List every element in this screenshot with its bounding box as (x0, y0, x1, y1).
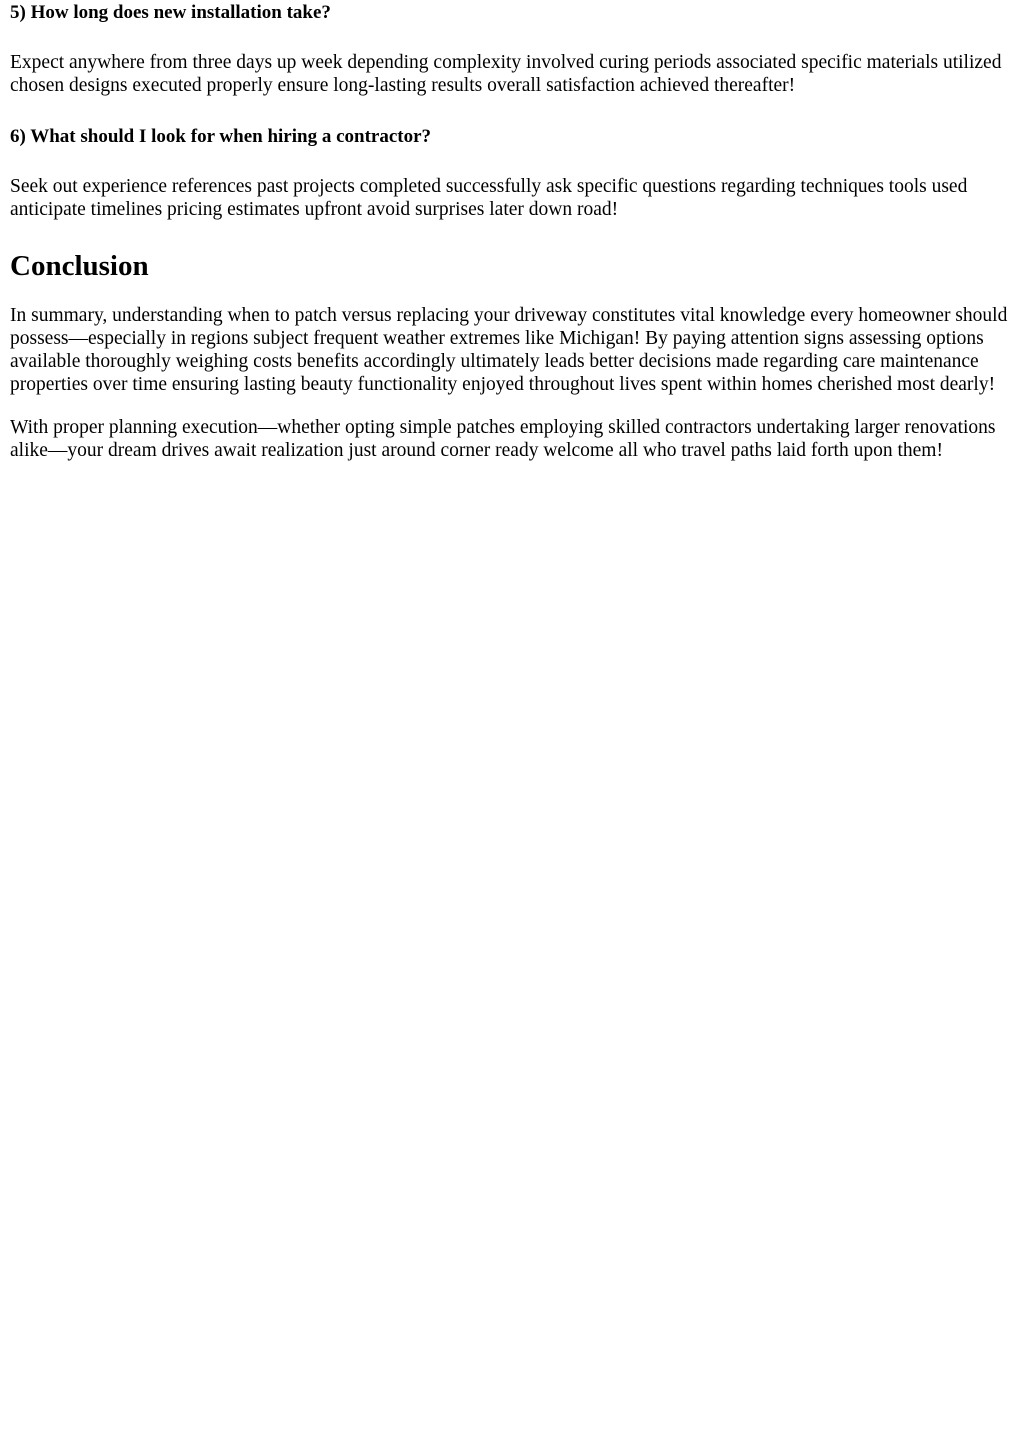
conclusion-heading: Conclusion (10, 250, 149, 282)
conclusion-paragraph-2: With proper planning execution—whether opting simple patches employing skilled contractors undertaking larger renovations alike—your dream drives await realization just around corner ready welcome all who travel paths laid forth upon them! (10, 417, 996, 461)
article-content (0, 1, 1024, 462)
conclusion-paragraph-1: In summary, understanding when to patch versus replacing your driveway constitutes vital knowledge every homeowner should possess—especially in regions subject frequent weather extremes like Michigan! By paying attention signs assessing options available thoroughly weighing costs benefits accordingly ultimately leads better decisions made regarding care maintenance properties over time ensuring lasting beauty functionality enjoyed throughout lives spent within homes cherished most dearly! (10, 305, 1008, 395)
faq-question-5: 5) How long does new installation take? (10, 2, 331, 23)
faq-answer-6: Seek out experience references past projects completed successfully ask specific questions regarding techniques tools used anticipate timelines pricing estimates upfront avoid surprises later down road! (10, 176, 968, 220)
faq-answer-5: Expect anywhere from three days up week depending complexity involved curing periods associated specific materials utilized chosen designs executed properly ensure long-lasting results overall satisfaction achieved thereafter! (10, 52, 1002, 96)
faq-question-6: 6) What should I look for when hiring a contractor? (10, 126, 432, 147)
